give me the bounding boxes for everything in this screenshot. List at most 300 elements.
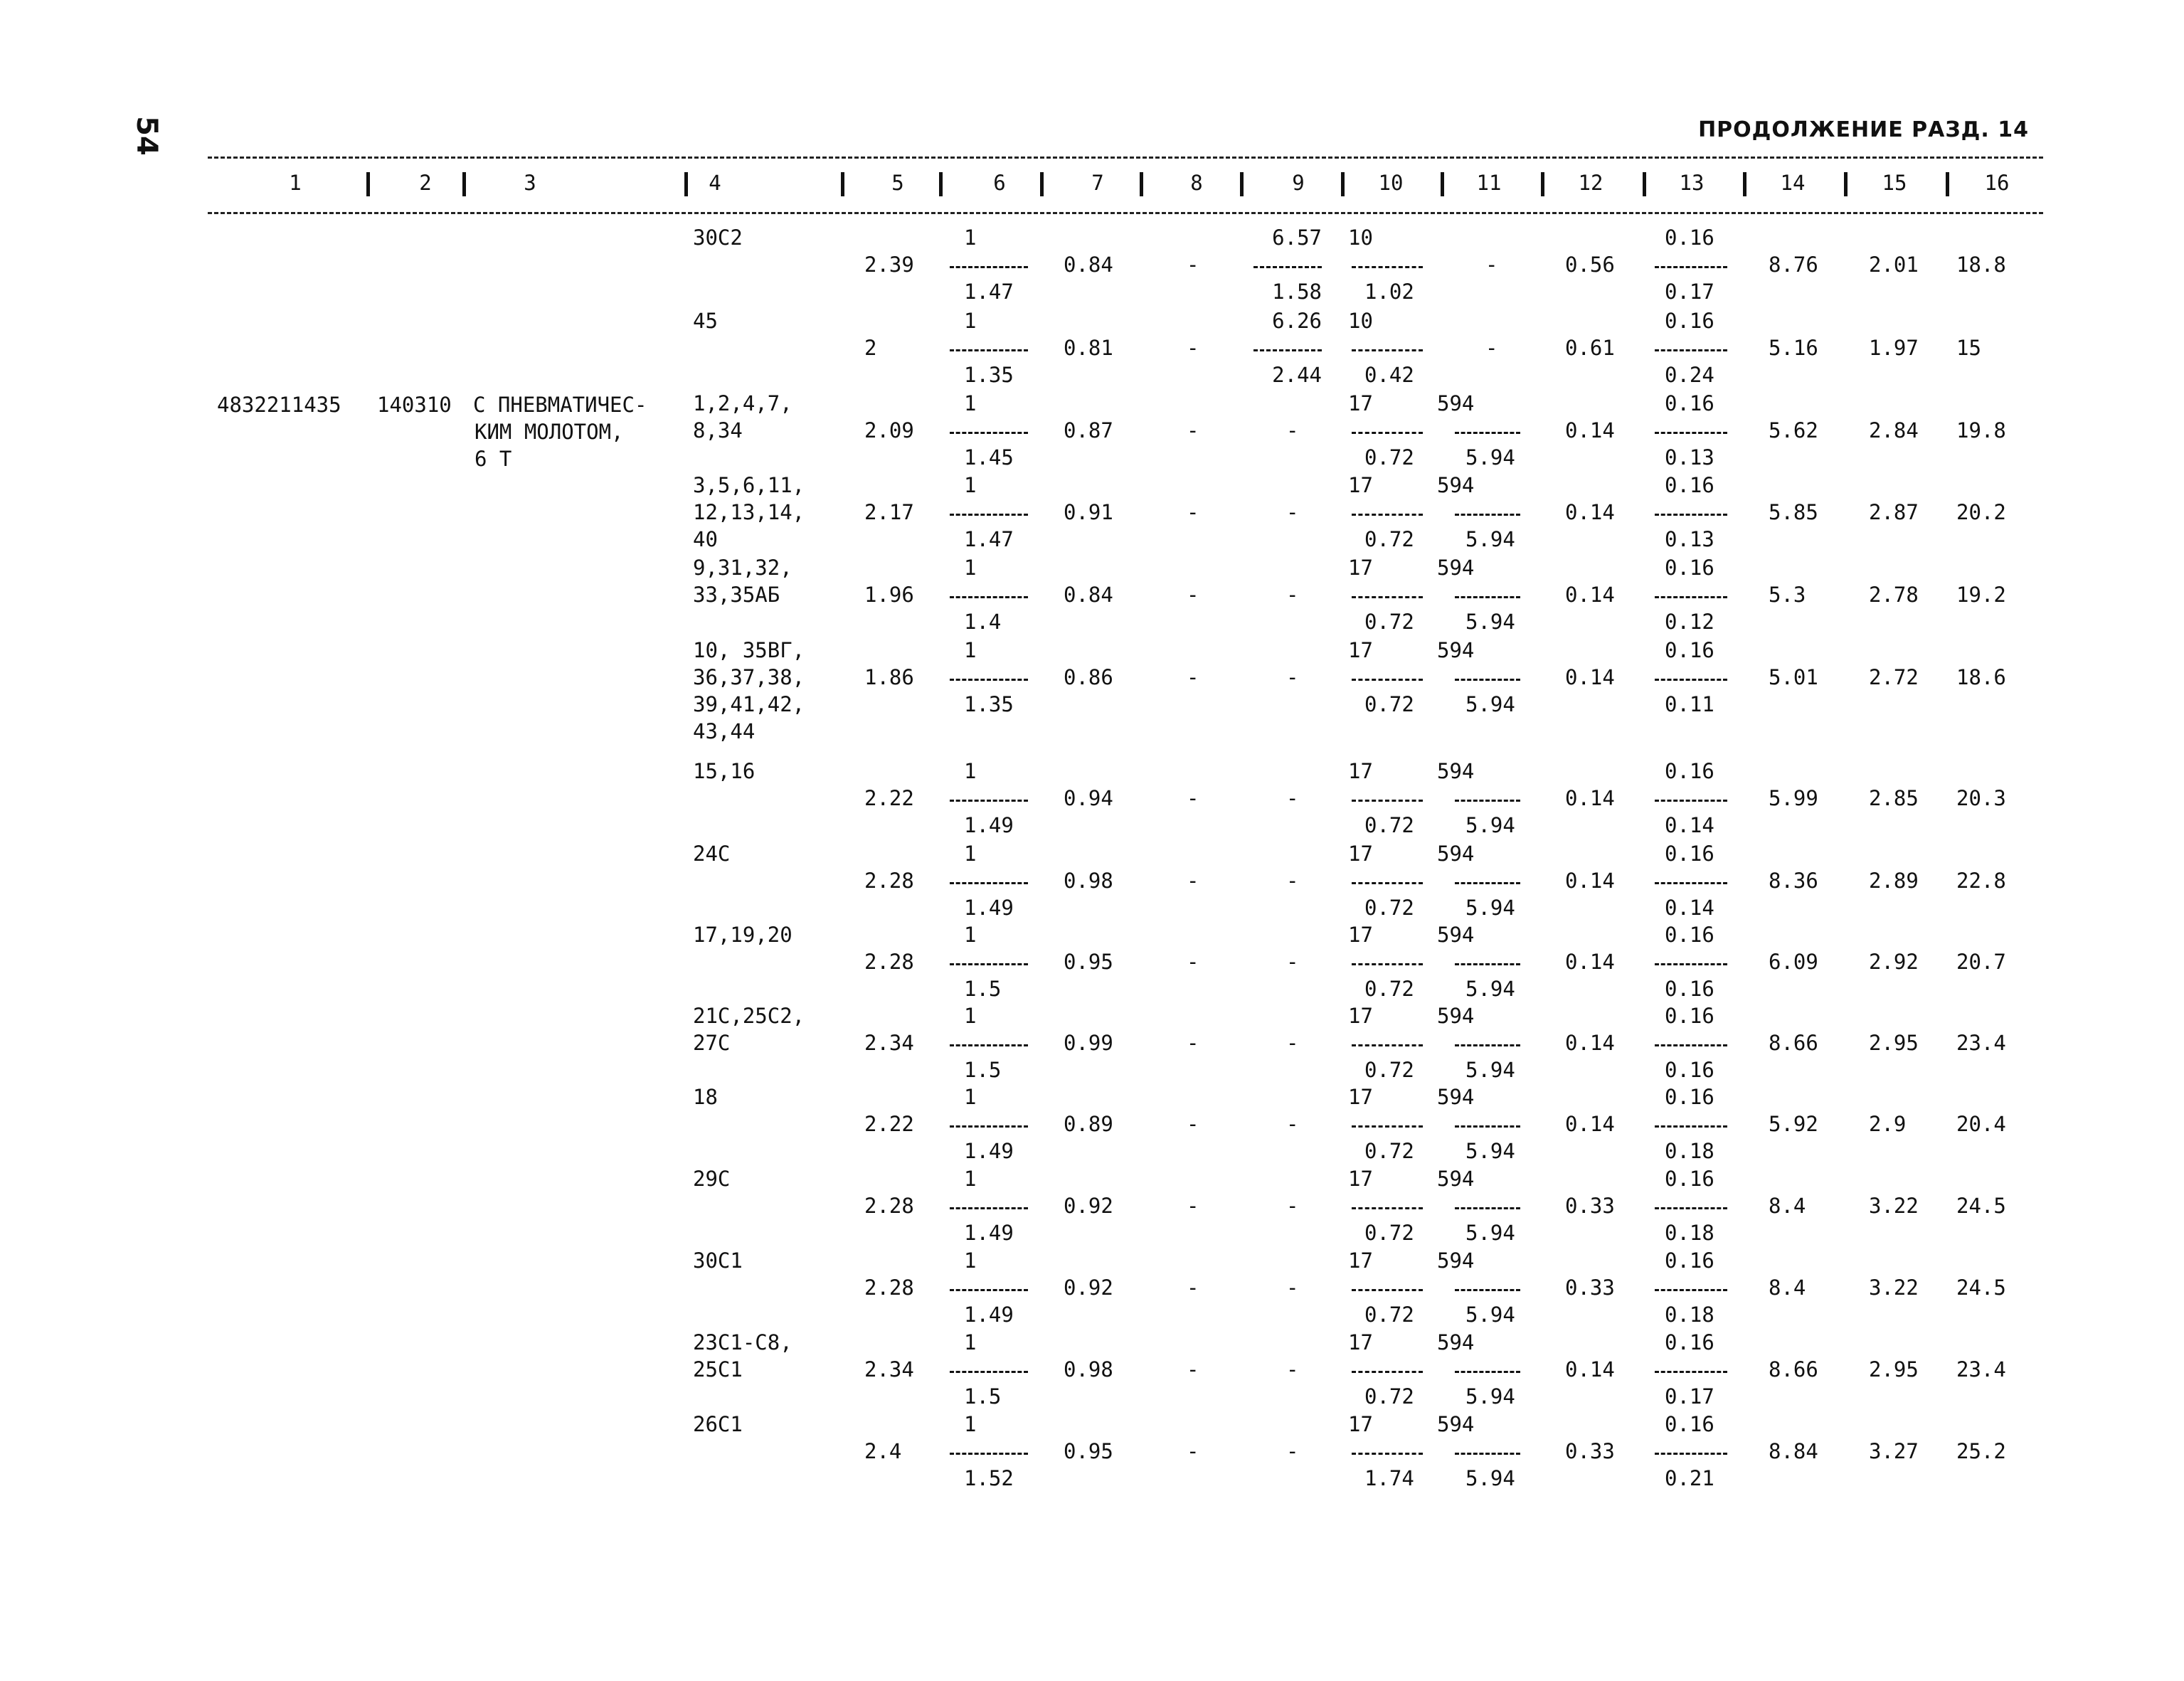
row-label-line: 24С bbox=[693, 842, 731, 866]
fraction-bar-col13 bbox=[1655, 1044, 1727, 1046]
cell-col13-numerator: 0.16 bbox=[1665, 759, 1714, 783]
fraction-bar-col10 bbox=[1352, 1371, 1423, 1373]
cell-col11-numerator: 594 bbox=[1437, 1330, 1475, 1354]
cell-col7: 0.89 bbox=[1064, 1112, 1113, 1136]
row-label-line: 33,35АБ bbox=[693, 583, 780, 607]
cell-col10-numerator: 17 bbox=[1348, 473, 1373, 497]
cell-col10-numerator: 17 bbox=[1348, 1330, 1373, 1354]
fraction-bar-col10 bbox=[1352, 1289, 1423, 1291]
cell-col10-denominator: 0.72 bbox=[1364, 1221, 1414, 1245]
cell-col14: 8.36 bbox=[1769, 869, 1818, 893]
item-number: 140310 bbox=[377, 393, 452, 417]
cell-col6-denominator: 1.35 bbox=[964, 692, 1014, 716]
cell-col11-denominator: 5.94 bbox=[1465, 813, 1515, 837]
cell-col12: 0.14 bbox=[1565, 869, 1615, 893]
cell-col9-denominator: 1.58 bbox=[1272, 280, 1322, 304]
cell-col11-denominator: 5.94 bbox=[1465, 610, 1515, 634]
cell-col6-denominator: 1.47 bbox=[964, 527, 1014, 551]
cell-col15: 2.85 bbox=[1869, 786, 1919, 810]
cell-col13-denominator: 0.21 bbox=[1665, 1466, 1714, 1490]
cell-col11-numerator: 594 bbox=[1437, 923, 1475, 947]
cell-col11-numerator: 594 bbox=[1437, 391, 1475, 415]
cell-col13-denominator: 0.14 bbox=[1665, 896, 1714, 920]
cell-col13-numerator: 0.16 bbox=[1665, 1167, 1714, 1191]
cell-col13-numerator: 0.16 bbox=[1665, 1248, 1714, 1273]
fraction-bar-col13 bbox=[1655, 349, 1727, 351]
cell-col11-denominator: 5.94 bbox=[1465, 692, 1515, 716]
fraction-bar-col6 bbox=[950, 1289, 1028, 1291]
fraction-bar-col13 bbox=[1655, 882, 1727, 884]
cell-col14: 5.85 bbox=[1769, 500, 1818, 524]
cell-col6-numerator: 1 bbox=[964, 473, 977, 497]
fraction-bar-col10 bbox=[1352, 1125, 1423, 1128]
cell-col9: - bbox=[1286, 869, 1299, 893]
cell-col16: 19.2 bbox=[1956, 583, 2006, 607]
cell-col11-numerator: 594 bbox=[1437, 638, 1475, 662]
fraction-bar-col6 bbox=[950, 1453, 1028, 1455]
cell-col6-denominator: 1.49 bbox=[964, 1139, 1014, 1163]
cell-col6-denominator: 1.35 bbox=[964, 363, 1014, 387]
cell-col10-numerator: 17 bbox=[1348, 638, 1373, 662]
cell-col11-denominator: 5.94 bbox=[1465, 1058, 1515, 1082]
cell-col11-numerator: 594 bbox=[1437, 1412, 1475, 1436]
cell-col6-numerator: 1 bbox=[964, 923, 977, 947]
cell-col9: - bbox=[1286, 583, 1299, 607]
row-label-line: 43,44 bbox=[693, 719, 756, 743]
cell-col7: 0.98 bbox=[1064, 869, 1113, 893]
cell-col10-denominator: 0.42 bbox=[1364, 363, 1414, 387]
cell-col12: 0.14 bbox=[1565, 665, 1615, 689]
cell-col11-numerator: 594 bbox=[1437, 473, 1475, 497]
cell-col14: 5.01 bbox=[1769, 665, 1818, 689]
fraction-bar-col9 bbox=[1253, 349, 1322, 351]
cell-col9: - bbox=[1286, 418, 1299, 442]
cell-col5: 2 bbox=[864, 336, 877, 360]
cell-col13-numerator: 0.16 bbox=[1665, 556, 1714, 580]
row-label-line: 30С2 bbox=[693, 226, 743, 250]
cell-col13-numerator: 0.16 bbox=[1665, 923, 1714, 947]
cell-col7: 0.99 bbox=[1064, 1031, 1113, 1055]
column-header-13: 13 bbox=[1679, 171, 1705, 195]
cell-col13-denominator: 0.18 bbox=[1665, 1139, 1714, 1163]
fraction-bar-col11 bbox=[1455, 679, 1520, 681]
cell-col8: - bbox=[1187, 786, 1199, 810]
cell-col8: - bbox=[1187, 1357, 1199, 1382]
cell-col5: 2.28 bbox=[864, 950, 914, 974]
cell-col7: 0.95 bbox=[1064, 950, 1113, 974]
row-label-line: 10, 35ВГ, bbox=[693, 638, 805, 662]
cell-col8: - bbox=[1187, 665, 1199, 689]
fraction-bar-col13 bbox=[1655, 266, 1727, 268]
row-label-line: 1,2,4,7, bbox=[693, 391, 793, 415]
cell-col6-denominator: 1.49 bbox=[964, 896, 1014, 920]
cell-col13-denominator: 0.16 bbox=[1665, 1058, 1714, 1082]
cell-col11-numerator: 594 bbox=[1437, 842, 1475, 866]
item-code: 4832211435 bbox=[217, 393, 341, 417]
cell-col10-numerator: 17 bbox=[1348, 759, 1373, 783]
cell-col15: 2.72 bbox=[1869, 665, 1919, 689]
cell-col12: 0.14 bbox=[1565, 786, 1615, 810]
cell-col10-numerator: 17 bbox=[1348, 842, 1373, 866]
fraction-bar-col11 bbox=[1455, 963, 1520, 965]
cell-col11-denominator: 5.94 bbox=[1465, 896, 1515, 920]
row-label-line: 17,19,20 bbox=[693, 923, 793, 947]
cell-col6-numerator: 1 bbox=[964, 226, 977, 250]
cell-col15: 2.92 bbox=[1869, 950, 1919, 974]
cell-col10-denominator: 0.72 bbox=[1364, 896, 1414, 920]
cell-col15: 2.78 bbox=[1869, 583, 1919, 607]
cell-col8: - bbox=[1187, 583, 1199, 607]
cell-col14: 5.99 bbox=[1769, 786, 1818, 810]
cell-col13-denominator: 0.18 bbox=[1665, 1303, 1714, 1327]
cell-col5: 2.28 bbox=[864, 1276, 914, 1300]
cell-col9: - bbox=[1286, 1276, 1299, 1300]
cell-col14: 5.62 bbox=[1769, 418, 1818, 442]
row-label-line: 39,41,42, bbox=[693, 692, 805, 716]
cell-col15: 3.22 bbox=[1869, 1194, 1919, 1218]
cell-col10-numerator: 17 bbox=[1348, 1412, 1373, 1436]
cell-col8: - bbox=[1187, 253, 1199, 277]
cell-col13-denominator: 0.17 bbox=[1665, 1384, 1714, 1409]
cell-col15: 3.22 bbox=[1869, 1276, 1919, 1300]
row-label-line: 23С1-С8, bbox=[693, 1330, 793, 1354]
cell-col7: 0.92 bbox=[1064, 1194, 1113, 1218]
fraction-bar-col11 bbox=[1455, 800, 1520, 802]
column-header-8: 8 bbox=[1190, 171, 1203, 195]
item-description-line: 6 Т bbox=[475, 447, 512, 471]
cell-col10-numerator: 10 bbox=[1348, 309, 1373, 333]
cell-col16: 18.6 bbox=[1956, 665, 2006, 689]
cell-col7: 0.92 bbox=[1064, 1276, 1113, 1300]
fraction-bar-col11 bbox=[1455, 1289, 1520, 1291]
cell-col10-denominator: 0.72 bbox=[1364, 1139, 1414, 1163]
cell-col6-numerator: 1 bbox=[964, 1004, 977, 1028]
cell-col6-denominator: 1.5 bbox=[964, 1058, 1002, 1082]
cell-col10-denominator: 0.72 bbox=[1364, 610, 1414, 634]
fraction-bar-col6 bbox=[950, 1125, 1028, 1128]
cell-col7: 0.98 bbox=[1064, 1357, 1113, 1382]
cell-col6-numerator: 1 bbox=[964, 1167, 977, 1191]
column-header-12: 12 bbox=[1578, 171, 1603, 195]
cell-col7: 0.94 bbox=[1064, 786, 1113, 810]
cell-col14: 8.84 bbox=[1769, 1439, 1818, 1463]
fraction-bar-col13 bbox=[1655, 1207, 1727, 1209]
fraction-bar-col13 bbox=[1655, 679, 1727, 681]
cell-col11-denominator: 5.94 bbox=[1465, 1384, 1515, 1409]
cell-col11-denominator: 5.94 bbox=[1465, 1466, 1515, 1490]
cell-col10-denominator: 1.74 bbox=[1364, 1466, 1414, 1490]
cell-col12: 0.14 bbox=[1565, 1112, 1615, 1136]
fraction-bar-col13 bbox=[1655, 1125, 1727, 1128]
cell-col7: 0.87 bbox=[1064, 418, 1113, 442]
cell-col13-denominator: 0.14 bbox=[1665, 813, 1714, 837]
cell-col10-denominator: 0.72 bbox=[1364, 813, 1414, 837]
cell-col14: 8.66 bbox=[1769, 1357, 1818, 1382]
fraction-bar-col6 bbox=[950, 1044, 1028, 1046]
cell-col13-denominator: 0.13 bbox=[1665, 445, 1714, 470]
cell-col6-numerator: 1 bbox=[964, 391, 977, 415]
fraction-bar-col13 bbox=[1655, 1289, 1727, 1291]
cell-col5: 2.39 bbox=[864, 253, 914, 277]
cell-col10-denominator: 1.02 bbox=[1364, 280, 1414, 304]
fraction-bar-col6 bbox=[950, 882, 1028, 884]
cell-col11-numerator: 594 bbox=[1437, 759, 1475, 783]
cell-col14: 8.76 bbox=[1769, 253, 1818, 277]
fraction-bar-col11 bbox=[1455, 514, 1520, 516]
cell-col16: 23.4 bbox=[1956, 1031, 2006, 1055]
fraction-bar-col6 bbox=[950, 266, 1028, 268]
cell-col16: 20.7 bbox=[1956, 950, 2006, 974]
cell-col11-numerator: 594 bbox=[1437, 1085, 1475, 1109]
fraction-bar-col11 bbox=[1455, 432, 1520, 434]
cell-col8: - bbox=[1187, 1031, 1199, 1055]
fraction-bar-col6 bbox=[950, 432, 1028, 434]
column-header-6: 6 bbox=[993, 171, 1006, 195]
cell-col9: - bbox=[1286, 1194, 1299, 1218]
column-header-9: 9 bbox=[1292, 171, 1305, 195]
cell-col16: 22.8 bbox=[1956, 869, 2006, 893]
cell-col6-numerator: 1 bbox=[964, 638, 977, 662]
row-label-line: 12,13,14, bbox=[693, 500, 805, 524]
fraction-bar-col6 bbox=[950, 963, 1028, 965]
cell-col13-numerator: 0.16 bbox=[1665, 1004, 1714, 1028]
cell-col12: 0.14 bbox=[1565, 1357, 1615, 1382]
cell-col6-denominator: 1.49 bbox=[964, 813, 1014, 837]
row-label-line: 3,5,6,11, bbox=[693, 473, 805, 497]
cell-col9-numerator: 6.26 bbox=[1272, 309, 1322, 333]
cell-col5: 2.28 bbox=[864, 869, 914, 893]
cell-col12: 0.33 bbox=[1565, 1276, 1615, 1300]
cell-col6-denominator: 1.5 bbox=[964, 977, 1002, 1001]
cell-col11-denominator: 5.94 bbox=[1465, 527, 1515, 551]
cell-col8: - bbox=[1187, 1439, 1199, 1463]
cell-col8: - bbox=[1187, 336, 1199, 360]
cell-col8: - bbox=[1187, 500, 1199, 524]
cell-col12: 0.33 bbox=[1565, 1439, 1615, 1463]
cell-col11-numerator: 594 bbox=[1437, 1248, 1475, 1273]
row-label-line: 26С1 bbox=[693, 1412, 743, 1436]
cell-col14: 6.09 bbox=[1769, 950, 1818, 974]
cell-col7: 0.95 bbox=[1064, 1439, 1113, 1463]
fraction-bar-col10 bbox=[1352, 882, 1423, 884]
cell-col13-numerator: 0.16 bbox=[1665, 309, 1714, 333]
cell-col8: - bbox=[1187, 1276, 1199, 1300]
cell-col5: 1.86 bbox=[864, 665, 914, 689]
cell-col15: 2.89 bbox=[1869, 869, 1919, 893]
running-header: ПРОДОЛЖЕНИЕ РАЗД. 14 bbox=[1698, 117, 2029, 142]
column-header-3: 3 bbox=[524, 171, 536, 195]
cell-col8: - bbox=[1187, 1112, 1199, 1136]
cell-col13-denominator: 0.13 bbox=[1665, 527, 1714, 551]
cell-col5: 2.09 bbox=[864, 418, 914, 442]
fraction-bar-col10 bbox=[1352, 800, 1423, 802]
fraction-bar-col6 bbox=[950, 1371, 1028, 1373]
row-label-line: 36,37,38, bbox=[693, 665, 805, 689]
cell-col5: 2.34 bbox=[864, 1357, 914, 1382]
cell-col15: 2.84 bbox=[1869, 418, 1919, 442]
cell-col13-numerator: 0.16 bbox=[1665, 391, 1714, 415]
cell-col5: 2.4 bbox=[864, 1439, 902, 1463]
fraction-bar-col10 bbox=[1352, 1453, 1423, 1455]
fraction-bar-col6 bbox=[950, 1207, 1028, 1209]
row-label-line: 45 bbox=[693, 309, 718, 333]
cell-col9: - bbox=[1286, 1439, 1299, 1463]
cell-col13-numerator: 0.16 bbox=[1665, 1412, 1714, 1436]
cell-col15: 3.27 bbox=[1869, 1439, 1919, 1463]
cell-col10-numerator: 17 bbox=[1348, 1167, 1373, 1191]
fraction-bar-col13 bbox=[1655, 514, 1727, 516]
fraction-bar-col9 bbox=[1253, 266, 1322, 268]
cell-col13-denominator: 0.11 bbox=[1665, 692, 1714, 716]
cell-col11-denominator: 5.94 bbox=[1465, 1221, 1515, 1245]
cell-col9: - bbox=[1286, 1031, 1299, 1055]
row-label-line: 21С,25С2, bbox=[693, 1004, 805, 1028]
cell-col13-numerator: 0.16 bbox=[1665, 1330, 1714, 1354]
fraction-bar-col13 bbox=[1655, 596, 1727, 598]
cell-col10-denominator: 0.72 bbox=[1364, 1384, 1414, 1409]
fraction-bar-col10 bbox=[1352, 514, 1423, 516]
cell-col10-numerator: 17 bbox=[1348, 923, 1373, 947]
cell-col9: - bbox=[1286, 500, 1299, 524]
fraction-bar-col11 bbox=[1455, 1044, 1520, 1046]
fraction-bar-col10 bbox=[1352, 1044, 1423, 1046]
cell-col14: 5.92 bbox=[1769, 1112, 1818, 1136]
fraction-bar-col13 bbox=[1655, 963, 1727, 965]
cell-col6-numerator: 1 bbox=[964, 309, 977, 333]
fraction-bar-col10 bbox=[1352, 349, 1423, 351]
fraction-bar-col6 bbox=[950, 596, 1028, 598]
fraction-bar-col10 bbox=[1352, 679, 1423, 681]
cell-col9: - bbox=[1286, 665, 1299, 689]
cell-col12: 0.14 bbox=[1565, 418, 1615, 442]
cell-col7: 0.81 bbox=[1064, 336, 1113, 360]
cell-col11-denominator: 5.94 bbox=[1465, 1139, 1515, 1163]
row-label-line: 27С bbox=[693, 1031, 731, 1055]
column-header-1: 1 bbox=[289, 171, 302, 195]
cell-col6-numerator: 1 bbox=[964, 1330, 977, 1354]
column-header-2: 2 bbox=[419, 171, 432, 195]
fraction-bar-col11 bbox=[1455, 1125, 1520, 1128]
cell-col9-numerator: 6.57 bbox=[1272, 226, 1322, 250]
cell-col9-denominator: 2.44 bbox=[1272, 363, 1322, 387]
cell-col11: - bbox=[1485, 253, 1498, 277]
cell-col15: 2.95 bbox=[1869, 1357, 1919, 1382]
cell-col12: 0.33 bbox=[1565, 1194, 1615, 1218]
cell-col6-denominator: 1.49 bbox=[964, 1221, 1014, 1245]
cell-col14: 8.4 bbox=[1769, 1194, 1806, 1218]
cell-col7: 0.84 bbox=[1064, 253, 1113, 277]
column-header-11: 11 bbox=[1476, 171, 1502, 195]
row-label-line: 29С bbox=[693, 1167, 731, 1191]
fraction-bar-col6 bbox=[950, 800, 1028, 802]
fraction-bar-col11 bbox=[1455, 1453, 1520, 1455]
cell-col12: 0.14 bbox=[1565, 583, 1615, 607]
fraction-bar-col10 bbox=[1352, 596, 1423, 598]
cell-col5: 2.28 bbox=[864, 1194, 914, 1218]
cell-col10-denominator: 0.72 bbox=[1364, 527, 1414, 551]
cell-col6-numerator: 1 bbox=[964, 759, 977, 783]
cell-col13-denominator: 0.16 bbox=[1665, 977, 1714, 1001]
cell-col10-denominator: 0.72 bbox=[1364, 445, 1414, 470]
cell-col9: - bbox=[1286, 950, 1299, 974]
cell-col12: 0.56 bbox=[1565, 253, 1615, 277]
fraction-bar-col11 bbox=[1455, 1207, 1520, 1209]
cell-col16: 24.5 bbox=[1956, 1194, 2006, 1218]
cell-col6-denominator: 1.47 bbox=[964, 280, 1014, 304]
cell-col10-numerator: 17 bbox=[1348, 556, 1373, 580]
cell-col10-numerator: 10 bbox=[1348, 226, 1373, 250]
cell-col10-numerator: 17 bbox=[1348, 391, 1373, 415]
cell-col6-denominator: 1.49 bbox=[964, 1303, 1014, 1327]
fraction-bar-col13 bbox=[1655, 800, 1727, 802]
item-description-line: С ПНЕВМАТИЧЕС- bbox=[473, 393, 647, 417]
cell-col6-numerator: 1 bbox=[964, 1085, 977, 1109]
fraction-bar-col6 bbox=[950, 349, 1028, 351]
cell-col13-denominator: 0.17 bbox=[1665, 280, 1714, 304]
fraction-bar-col10 bbox=[1352, 432, 1423, 434]
fraction-bar-col13 bbox=[1655, 1453, 1727, 1455]
cell-col13-numerator: 0.16 bbox=[1665, 473, 1714, 497]
cell-col10-denominator: 0.72 bbox=[1364, 977, 1414, 1001]
cell-col11-numerator: 594 bbox=[1437, 1167, 1475, 1191]
cell-col13-denominator: 0.24 bbox=[1665, 363, 1714, 387]
row-label-line: 30С1 bbox=[693, 1248, 743, 1273]
cell-col6-numerator: 1 bbox=[964, 1248, 977, 1273]
cell-col15: 2.95 bbox=[1869, 1031, 1919, 1055]
fraction-bar-col11 bbox=[1455, 882, 1520, 884]
cell-col14: 5.3 bbox=[1769, 583, 1806, 607]
cell-col15: 2.87 bbox=[1869, 500, 1919, 524]
cell-col16: 20.2 bbox=[1956, 500, 2006, 524]
cell-col14: 8.66 bbox=[1769, 1031, 1818, 1055]
cell-col16: 19.8 bbox=[1956, 418, 2006, 442]
cell-col10-denominator: 0.72 bbox=[1364, 692, 1414, 716]
item-description-line: КИМ МОЛОТОМ, bbox=[475, 420, 624, 444]
cell-col6-denominator: 1.52 bbox=[964, 1466, 1014, 1490]
cell-col8: - bbox=[1187, 869, 1199, 893]
fraction-bar-col6 bbox=[950, 514, 1028, 516]
cell-col16: 23.4 bbox=[1956, 1357, 2006, 1382]
page-number: 54 bbox=[129, 116, 163, 156]
cell-col16: 25.2 bbox=[1956, 1439, 2006, 1463]
cell-col9: - bbox=[1286, 1357, 1299, 1382]
row-label-line: 8,34 bbox=[693, 418, 743, 442]
cell-col16: 18.8 bbox=[1956, 253, 2006, 277]
row-label-line: 18 bbox=[693, 1085, 718, 1109]
cell-col8: - bbox=[1187, 1194, 1199, 1218]
fraction-bar-col10 bbox=[1352, 266, 1423, 268]
fraction-bar-col11 bbox=[1455, 596, 1520, 598]
cell-col8: - bbox=[1187, 418, 1199, 442]
cell-col7: 0.84 bbox=[1064, 583, 1113, 607]
cell-col6-denominator: 1.4 bbox=[964, 610, 1002, 634]
cell-col16: 24.5 bbox=[1956, 1276, 2006, 1300]
cell-col11: - bbox=[1485, 336, 1498, 360]
column-header-14: 14 bbox=[1780, 171, 1806, 195]
cell-col11-numerator: 594 bbox=[1437, 1004, 1475, 1028]
cell-col11-denominator: 5.94 bbox=[1465, 445, 1515, 470]
cell-col13-denominator: 0.12 bbox=[1665, 610, 1714, 634]
cell-col16: 20.3 bbox=[1956, 786, 2006, 810]
cell-col15: 2.9 bbox=[1869, 1112, 1907, 1136]
cell-col6-denominator: 1.45 bbox=[964, 445, 1014, 470]
cell-col6-numerator: 1 bbox=[964, 1412, 977, 1436]
cell-col15: 1.97 bbox=[1869, 336, 1919, 360]
cell-col5: 1.96 bbox=[864, 583, 914, 607]
cell-col5: 2.17 bbox=[864, 500, 914, 524]
cell-col10-numerator: 17 bbox=[1348, 1085, 1373, 1109]
cell-col10-numerator: 17 bbox=[1348, 1248, 1373, 1273]
